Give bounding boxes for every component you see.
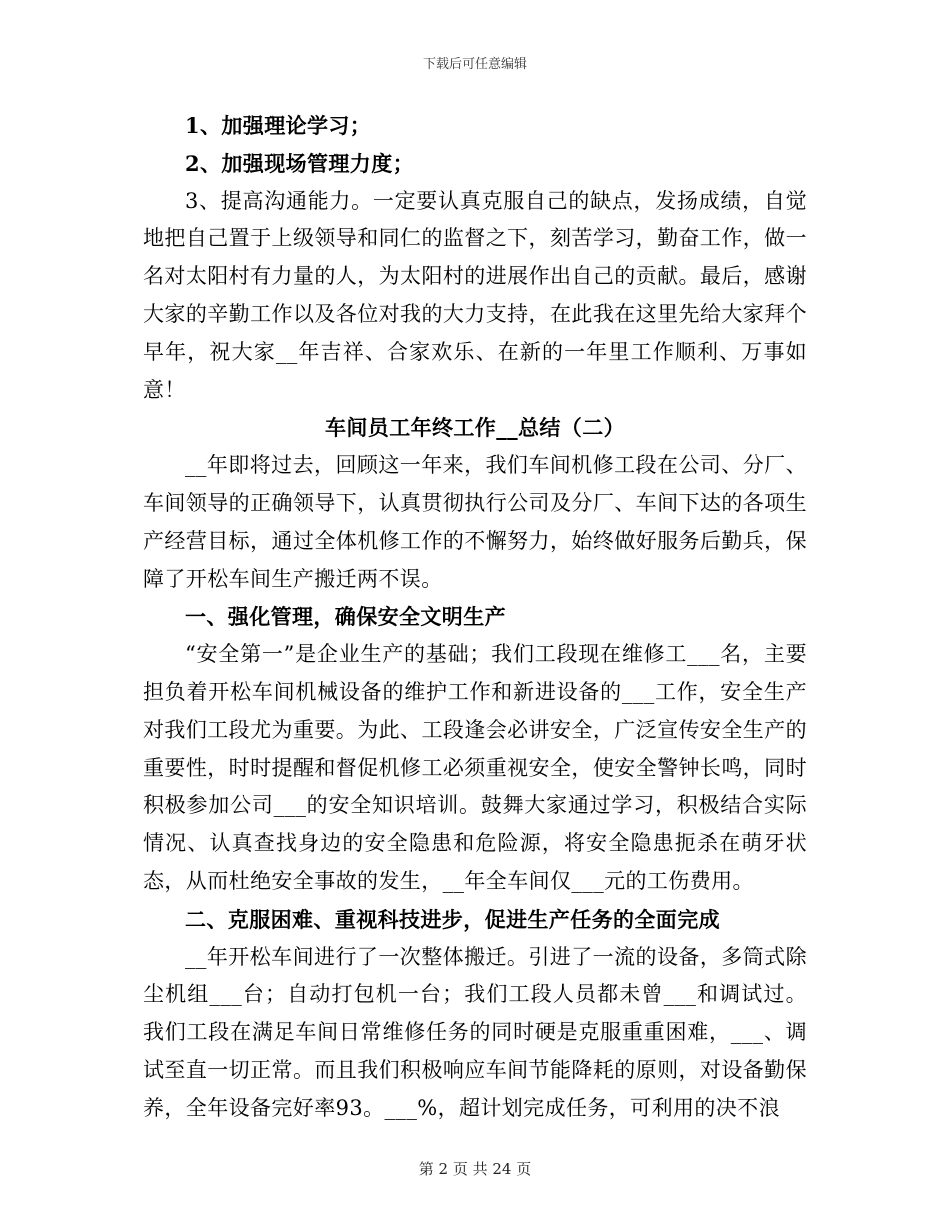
- page-header: 下载后可任意编辑: [422, 57, 527, 72]
- list-item-2: 2、加强现场管理力度；: [185, 150, 415, 176]
- list-item-1: 1、加强理论学习；: [185, 113, 372, 138]
- page-footer: 第 2 页 共 24 页: [418, 1160, 532, 1178]
- safety-paragraph: “安全第一”是企业生产的基础；我们工段现在维修工___名，主要担负着开松车间机械设备的维护工作和新进设备的___工作，安全生产对我们工段尤为重要。为此、工段逢会必讲安全，广泛宣传安全生产的重要性，时时提醒和督促机修工必须重视安全，使安全警钟长鸣，同时积极参加公司___的安全知识培训。鼓舞大家通过学习，积极结合实际情况、认真查找身边的安全隐患和危险源，将安全隐患扼杀在萌牙状态，从而杜绝安全事故的发生，__年全车间仅___元的工伤费用。: [143, 642, 807, 893]
- heading-1: 一、强化管理，确保安全文明生产: [185, 604, 506, 630]
- list-item-3: 3、提高沟通能力。一定要认真克服自己的缺点，发扬成绩，自觉地把自己置于上级领导和同仁的监督之下，刻苦学习，勤奋工作，做一名对太阳村有力量的人，为太阳村的进展作出自己的贡献。最后，感谢大家的辛勤工作以及各位对我的大力支持，在此我在这里先给大家拜个早年，祝大家__年吉祥、合家欢乐、在新的一年里工作顺利、万事如意！: [143, 188, 807, 402]
- intro-paragraph: __年即将过去，回顾这一年来，我们车间机修工段在公司、分厂、车间领导的正确领导下，认真贯彻执行公司及分厂、车间下达的各项生产经营目标，通过全体机修工作的不懈努力，始终做好服务后勤兵，保障了开松车间生产搬迁两不误。: [143, 453, 807, 591]
- document-body: [143, 107, 807, 1128]
- progress-paragraph: __年开松车间进行了一次整体搬迁。引进了一流的设备，多筒式除尘机组___台；自动打包机一台；我们工段人员都未曾___和调试过。我们工段在满足车间日常维修任务的同时硬是克服重重困难，___、调试至直一切正常。而且我们积极响应车间节能降耗的原则，对设备勤保养，全年设备完好率93。___%，超计划完成任务，可利用的决不浪: [143, 944, 807, 1120]
- heading-2: 二、克服困难、重视科技进步，促进生产任务的全面完成: [185, 906, 720, 932]
- section-title: 车间员工年终工作__总结（二）: [325, 415, 625, 441]
